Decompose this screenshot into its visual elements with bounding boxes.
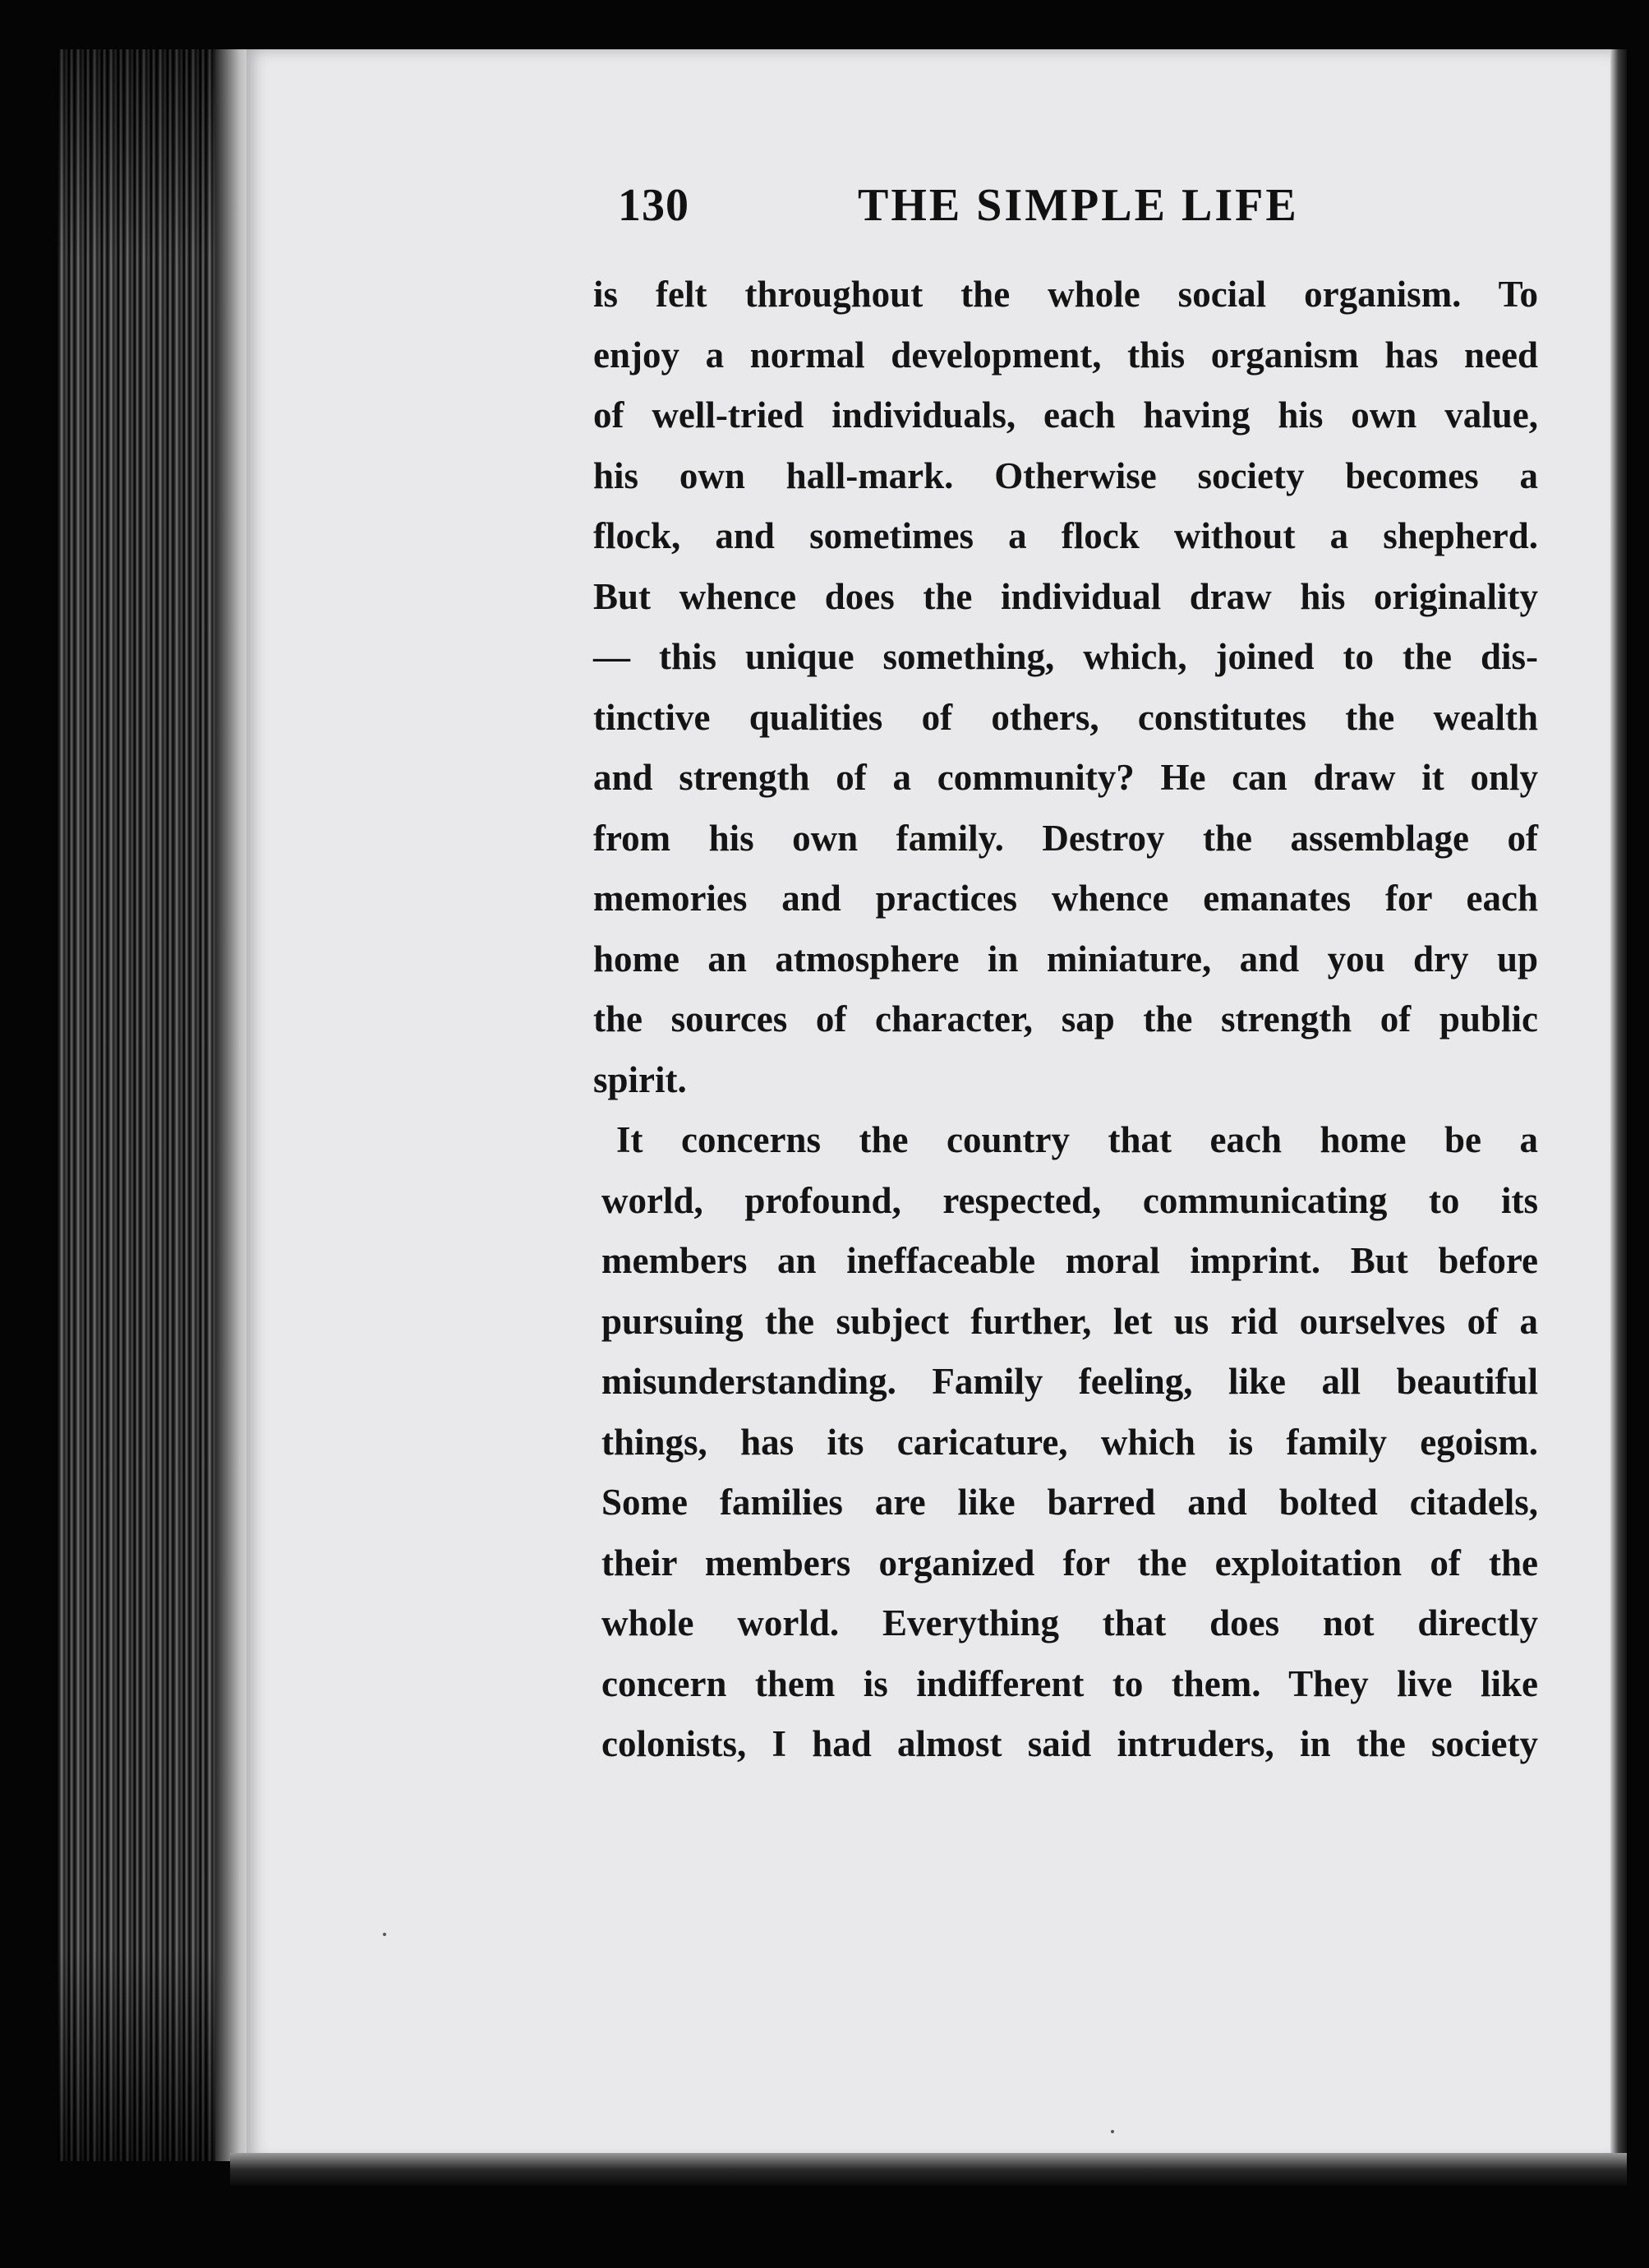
text-line: colonists, I had almost said intruders, in the society <box>601 1723 1538 1764</box>
text-line: things, has its caricature, which is family egoism. <box>601 1421 1538 1463</box>
text-line: tinctive qualities of others, constitutes the wealth <box>593 696 1538 738</box>
text-line: his own hall-mark. Otherwise society becomes a <box>593 454 1538 496</box>
scan-speck <box>383 1933 386 1936</box>
text-line: concern them is indifferent to them. They live like <box>601 1662 1538 1704</box>
text-line: their members organized for the exploitation of the <box>601 1542 1538 1583</box>
text-line: and strength of a community? He can draw it only <box>593 757 1538 798</box>
text-line: home an atmosphere in miniature, and you dry up <box>593 938 1538 980</box>
text-line: the sources of character, sap the strength of public <box>593 998 1538 1040</box>
text-line: It concerns the country that each home be a <box>616 1119 1538 1160</box>
scan-speck <box>1111 2130 1114 2133</box>
page-bottom-edge <box>230 2153 1627 2186</box>
text-line: misunderstanding. Family feeling, like all beautiful <box>601 1361 1538 1402</box>
text-line: members an ineffaceable moral imprint. But before <box>601 1240 1538 1281</box>
text-line: pursuing the subject further, let us rid ourselves of a <box>601 1300 1538 1342</box>
text-line: — this unique something, which, joined to the dis- <box>593 636 1538 677</box>
text-line: is felt throughout the whole social organism. To <box>593 274 1538 315</box>
page-right-edge <box>1610 49 1627 2161</box>
text-line: memories and practices whence emanates for each <box>593 878 1538 919</box>
text-line: of well-tried individuals, each having his own value, <box>593 394 1538 436</box>
page-number: 130 <box>618 180 689 231</box>
text-line: But whence does the individual draw his originality <box>593 575 1538 617</box>
text-line: whole world. Everything that does not directly <box>601 1602 1538 1643</box>
paragraph <box>593 265 1538 1110</box>
text-line: flock, and sometimes a flock without a shepherd. <box>593 515 1538 556</box>
body-text <box>593 265 1538 1775</box>
paragraph <box>577 1110 1538 1775</box>
text-line: spirit. <box>593 1058 687 1100</box>
book-title: THE SIMPLE LIFE <box>858 180 1299 231</box>
text-line: world, profound, respected, communicating to its <box>601 1179 1538 1221</box>
text-line: enjoy a normal development, this organism has need <box>593 334 1538 376</box>
running-head <box>618 179 1530 245</box>
text-line: Some families are like barred and bolted citadels, <box>601 1482 1538 1523</box>
text-line: from his own family. Destroy the assemblage of <box>593 817 1538 859</box>
